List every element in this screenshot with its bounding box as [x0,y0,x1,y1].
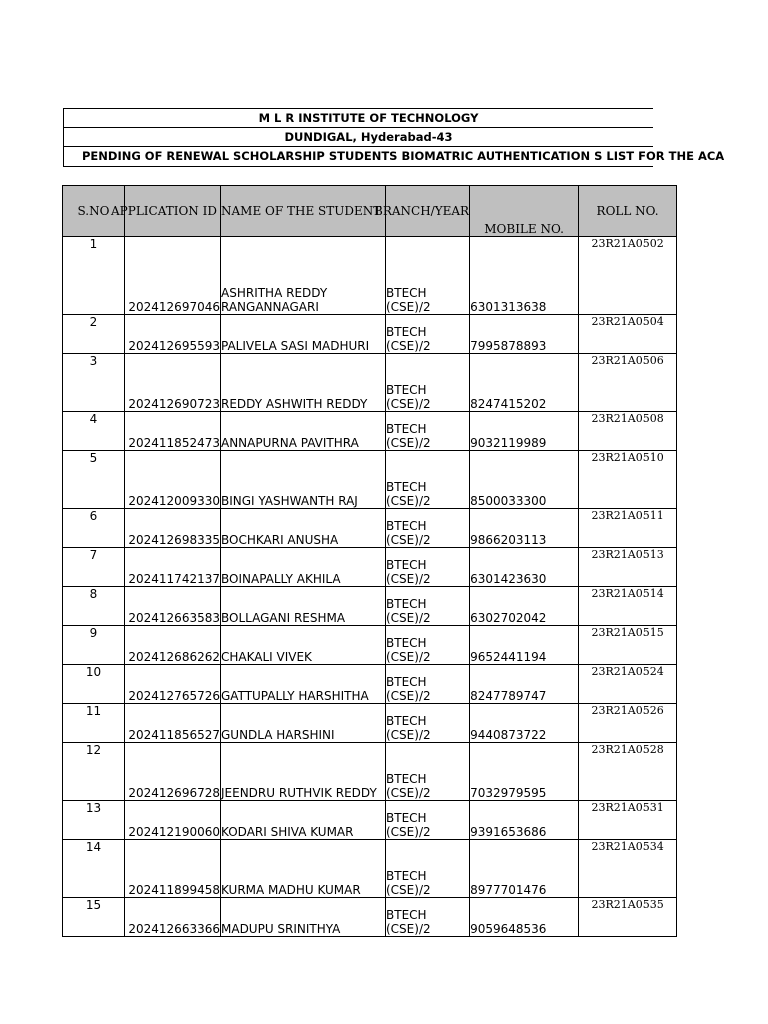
column-header-roll: ROLL NO. [579,186,677,237]
table-row [63,801,677,840]
cell-roll-no: 23R21A0526 [579,704,677,743]
cell-roll-no: 23R21A0514 [579,587,677,626]
cell-application-id: 202412663366 [125,898,221,937]
table-row [63,548,677,587]
cell-roll-no: 23R21A0508 [579,412,677,451]
cell-application-id: 202412695593 [125,315,221,354]
table-row [63,412,677,451]
cell-mobile: 8247789747 [470,665,579,704]
cell-branch-year: BTECH (CSE)/2 [386,587,470,626]
cell-sno: 2 [63,315,125,354]
cell-sno: 11 [63,704,125,743]
cell-roll-no: 23R21A0531 [579,801,677,840]
cell-branch-year: BTECH (CSE)/2 [386,704,470,743]
cell-mobile: 9440873722 [470,704,579,743]
cell-application-id: 202412696728 [125,743,221,801]
cell-application-id: 202412690723 [125,354,221,412]
cell-mobile: 9032119989 [470,412,579,451]
table-row [63,840,677,898]
cell-student-name: KODARI SHIVA KUMAR [221,801,386,840]
students-table [62,185,677,937]
cell-student-name: PALIVELA SASI MADHURI [221,315,386,354]
institute-name: M L R INSTITUTE OF TECHNOLOGY [64,109,653,128]
column-header-branch: BRANCH/YEAR [386,186,470,237]
cell-sno: 10 [63,665,125,704]
cell-roll-no: 23R21A0515 [579,626,677,665]
cell-application-id: 202412663583 [125,587,221,626]
cell-sno: 12 [63,743,125,801]
cell-sno: 15 [63,898,125,937]
table-row [63,315,677,354]
cell-roll-no: 23R21A0511 [579,509,677,548]
cell-student-name: MADUPU SRINITHYA [221,898,386,937]
cell-student-name: BINGI YASHWANTH RAJ [221,451,386,509]
cell-roll-no: 23R21A0534 [579,840,677,898]
cell-sno: 5 [63,451,125,509]
cell-application-id: 202412686262 [125,626,221,665]
cell-student-name: BOLLAGANI RESHMA [221,587,386,626]
table-row [63,587,677,626]
cell-branch-year: BTECH (CSE)/2 [386,840,470,898]
cell-application-id: 202412698335 [125,509,221,548]
cell-sno: 14 [63,840,125,898]
cell-mobile: 8500033300 [470,451,579,509]
table-row [63,898,677,937]
cell-application-id: 202412697046 [125,237,221,315]
cell-application-id: 202411742137 [125,548,221,587]
cell-branch-year: BTECH (CSE)/2 [386,665,470,704]
cell-roll-no: 23R21A0528 [579,743,677,801]
cell-branch-year: BTECH (CSE)/2 [386,315,470,354]
cell-roll-no: 23R21A0510 [579,451,677,509]
cell-branch-year: BTECH (CSE)/2 [386,509,470,548]
cell-roll-no: 23R21A0502 [579,237,677,315]
cell-application-id: 202411899458 [125,840,221,898]
cell-mobile: 7032979595 [470,743,579,801]
cell-sno: 1 [63,237,125,315]
cell-sno: 7 [63,548,125,587]
cell-student-name: GUNDLA HARSHINI [221,704,386,743]
cell-application-id: 202412190060 [125,801,221,840]
cell-student-name: KURMA MADHU KUMAR [221,840,386,898]
cell-roll-no: 23R21A0504 [579,315,677,354]
cell-mobile: 9059648536 [470,898,579,937]
table-row [63,626,677,665]
table-row [63,665,677,704]
table-row [63,704,677,743]
cell-roll-no: 23R21A0513 [579,548,677,587]
cell-roll-no: 23R21A0524 [579,665,677,704]
cell-application-id: 202411856527 [125,704,221,743]
cell-mobile: 9866203113 [470,509,579,548]
table-row [63,354,677,412]
cell-sno: 13 [63,801,125,840]
cell-branch-year: BTECH (CSE)/2 [386,898,470,937]
cell-sno: 6 [63,509,125,548]
column-header-mobile: MOBILE NO. [470,186,579,237]
cell-sno: 3 [63,354,125,412]
document-header [63,108,725,167]
cell-sno: 8 [63,587,125,626]
cell-sno: 4 [63,412,125,451]
cell-student-name: ANNAPURNA PAVITHRA [221,412,386,451]
cell-branch-year: BTECH (CSE)/2 [386,801,470,840]
cell-mobile: 6302702042 [470,587,579,626]
column-header-name: NAME OF THE STUDENT [221,186,386,237]
column-header-application-id: APPLICATION ID [125,186,221,237]
cell-branch-year: BTECH (CSE)/2 [386,548,470,587]
cell-mobile: 6301423630 [470,548,579,587]
cell-branch-year: BTECH (CSE)/2 [386,626,470,665]
table-row [63,743,677,801]
cell-mobile: 8247415202 [470,354,579,412]
institute-address: DUNDIGAL, Hyderabad-43 [64,128,653,147]
cell-mobile: 8977701476 [470,840,579,898]
cell-student-name: ASHRITHA REDDY RANGANNAGARI [221,237,386,315]
cell-student-name: REDDY ASHWITH REDDY [221,354,386,412]
cell-mobile: 7995878893 [470,315,579,354]
cell-branch-year: BTECH (CSE)/2 [386,412,470,451]
table-row [63,509,677,548]
table-row [63,451,677,509]
cell-student-name: CHAKALI VIVEK [221,626,386,665]
cell-branch-year: BTECH (CSE)/2 [386,743,470,801]
cell-student-name: JEENDRU RUTHVIK REDDY [221,743,386,801]
table-header-row [63,186,677,237]
cell-sno: 9 [63,626,125,665]
cell-application-id: 202412765726 [125,665,221,704]
list-subtitle: PENDING OF RENEWAL SCHOLARSHIP STUDENTS BIOMATRIC AUTHENTICATION S LIST FOR THE ACA [82,149,725,163]
cell-mobile: 9652441194 [470,626,579,665]
cell-student-name: BOINAPALLY AKHILA [221,548,386,587]
cell-roll-no: 23R21A0535 [579,898,677,937]
cell-branch-year: BTECH (CSE)/2 [386,237,470,315]
table-body [63,237,677,937]
cell-mobile: 6301313638 [470,237,579,315]
table-row [63,237,677,315]
cell-roll-no: 23R21A0506 [579,354,677,412]
cell-student-name: BOCHKARI ANUSHA [221,509,386,548]
cell-student-name: GATTUPALLY HARSHITHA [221,665,386,704]
cell-branch-year: BTECH (CSE)/2 [386,451,470,509]
cell-branch-year: BTECH (CSE)/2 [386,354,470,412]
cell-application-id: 202411852473 [125,412,221,451]
cell-application-id: 202412009330 [125,451,221,509]
column-header-sno: S.NO [63,186,125,237]
cell-mobile: 9391653686 [470,801,579,840]
